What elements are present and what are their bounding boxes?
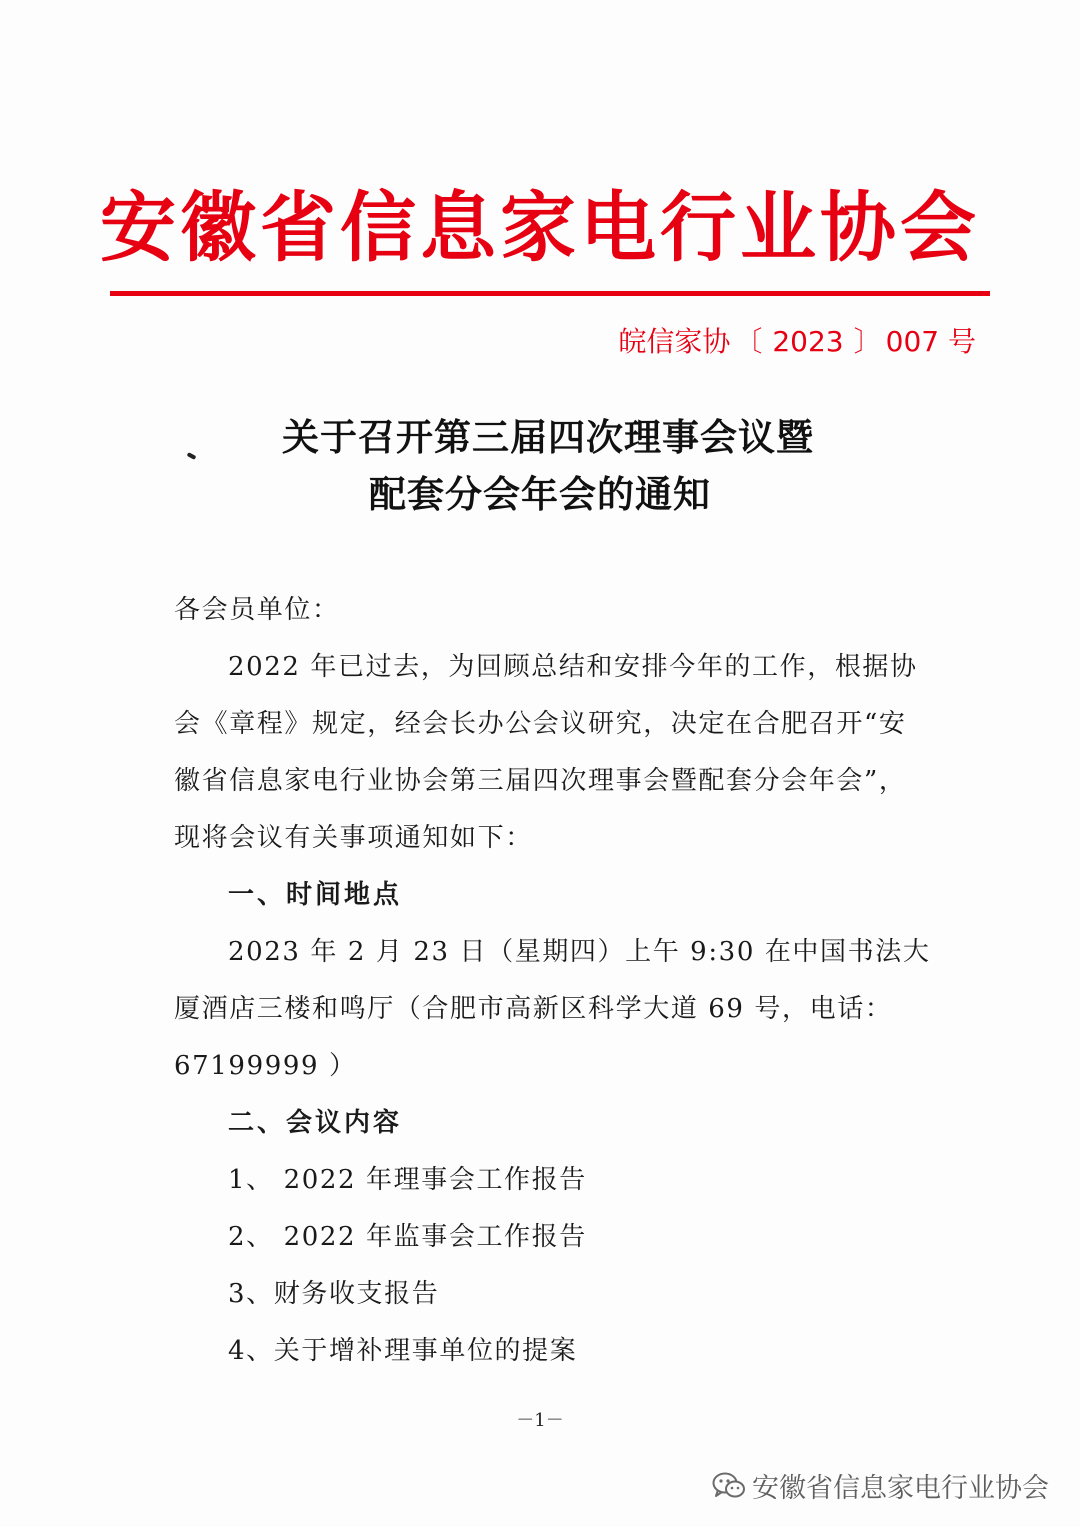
notice-title-line-1: 关于召开第三届四次理事会议暨 — [282, 416, 814, 459]
agenda-item-2: 2、 2022 年监事会工作报告 — [228, 1222, 587, 1252]
section-1-line-2: 厦酒店三楼和鸣厅（合肥市高新区科学大道 69 号，电话： — [174, 994, 893, 1024]
section-1-heading: 一、时间地点 — [228, 880, 403, 910]
page-number: －1－ — [516, 1410, 564, 1431]
wechat-watermark — [712, 1466, 1049, 1505]
doc-number-bracket-open: 〔 — [734, 325, 763, 358]
intro-line-2: 会《章程》规定，经会长办公会议研究，决定在合肥召开“安 — [174, 709, 907, 739]
notice-title-line-2: 配套分会年会的通知 — [369, 473, 711, 516]
doc-number-sequence: 007 — [885, 325, 940, 358]
organization-header: 安徽省信息家电行业协会 — [100, 183, 980, 272]
intro-line-3: 徽省信息家电行业协会第三届四次理事会暨配套分会年会”， — [174, 766, 907, 796]
red-divider-rule — [110, 291, 990, 296]
intro-line-4: 现将会议有关事项通知如下： — [174, 823, 533, 853]
wechat-icon — [712, 1471, 746, 1501]
section-1-line-3: 67199999 ） — [174, 1051, 357, 1081]
salutation: 各会员单位： — [174, 595, 340, 625]
section-2-heading: 二、会议内容 — [228, 1108, 403, 1138]
agenda-item-1: 1、 2022 年理事会工作报告 — [228, 1165, 587, 1195]
document-number — [618, 322, 976, 362]
doc-number-prefix: 皖信家协 — [618, 325, 731, 358]
doc-number-bracket-close: 〕 — [853, 325, 882, 358]
agenda-item-3: 3、财务收支报告 — [228, 1279, 440, 1309]
doc-number-year: 2023 — [772, 325, 844, 358]
section-1-line-1: 2023 年 2 月 23 日（星期四）上午 9:30 在中国书法大 — [228, 937, 931, 967]
watermark-text: 安徽省信息家电行业协会 — [752, 1473, 1049, 1504]
agenda-item-4: 4、关于增补理事单位的提案 — [228, 1336, 578, 1366]
intro-line-1: 2022 年已过去，为回顾总结和安排今年的工作，根据协 — [228, 652, 918, 682]
doc-number-suffix: 号 — [947, 325, 976, 358]
